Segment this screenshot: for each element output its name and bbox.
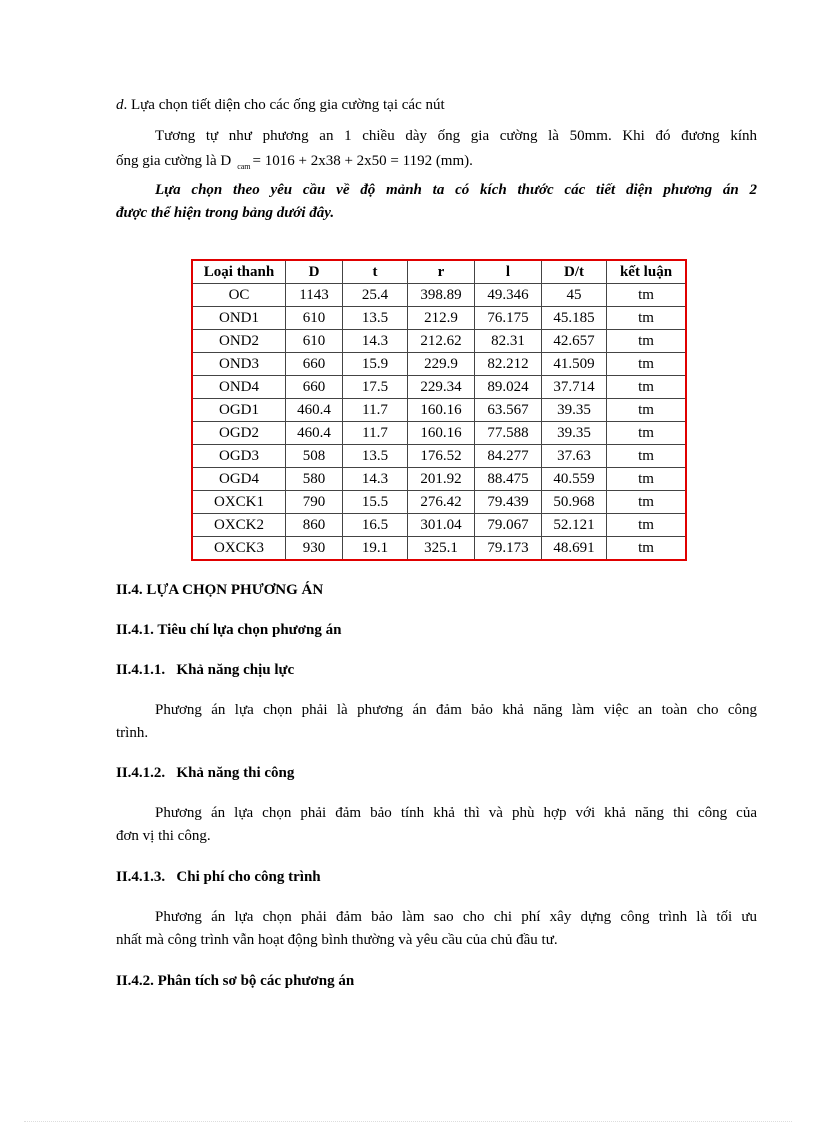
- table-body: [192, 284, 686, 561]
- table-cell: tm: [607, 353, 687, 376]
- table-cell: 79.067: [475, 514, 542, 537]
- subsection-d-label: d: [116, 97, 124, 113]
- table-row: [192, 284, 686, 307]
- table-cell: 79.439: [475, 491, 542, 514]
- table-row: [192, 514, 686, 537]
- header-cell: Loại thanh: [192, 260, 286, 284]
- table-cell: OC: [192, 284, 286, 307]
- subsection-d-heading: [116, 94, 757, 116]
- heading-II-4-1: II.4.1. Tiêu chí lựa chọn phương án: [116, 622, 342, 638]
- table-cell: 610: [286, 307, 343, 330]
- paragraph-II-4-1-2-line-2: đơn vị thi công.: [116, 828, 211, 844]
- table-cell: 76.175: [475, 307, 542, 330]
- table-row: [192, 491, 686, 514]
- table-row: [192, 445, 686, 468]
- table-cell: 45.185: [542, 307, 607, 330]
- paragraph-1-line-2: [116, 150, 757, 178]
- table-cell: 17.5: [343, 376, 408, 399]
- table-cell: 229.9: [408, 353, 475, 376]
- table-cell: 301.04: [408, 514, 475, 537]
- paragraph-2-line-1: Lựa chọn theo yêu cầu về độ mảnh ta có kích thước các tiết diện phương án 2: [155, 182, 757, 198]
- table-cell: 79.173: [475, 537, 542, 561]
- table-cell: OND1: [192, 307, 286, 330]
- table-cell: 276.42: [408, 491, 475, 514]
- table-cell: 39.35: [542, 399, 607, 422]
- heading-II-4-1-3: II.4.1.3. Chi phí cho công trình: [116, 869, 321, 885]
- table-cell: OGD3: [192, 445, 286, 468]
- formula-prefix: ống gia cường là D: [116, 153, 232, 169]
- table-row: [192, 353, 686, 376]
- header-cell: kết luận: [607, 260, 687, 284]
- table-cell: 160.16: [408, 399, 475, 422]
- table-cell: 15.9: [343, 353, 408, 376]
- table-cell: 610: [286, 330, 343, 353]
- table-cell: tm: [607, 514, 687, 537]
- table-cell: 201.92: [408, 468, 475, 491]
- table-cell: 930: [286, 537, 343, 561]
- table-cell: tm: [607, 445, 687, 468]
- heading-II-4-2: II.4.2. Phân tích sơ bộ các phương án: [116, 973, 355, 989]
- table-cell: 11.7: [343, 399, 408, 422]
- formula-subscript: cam: [237, 162, 251, 171]
- formula-suffix: = 1016 + 2x38 + 2x50 = 1192 (mm).: [252, 153, 473, 169]
- table-cell: tm: [607, 468, 687, 491]
- table-header-row: [192, 260, 686, 284]
- table-cell: 37.63: [542, 445, 607, 468]
- table-row: [192, 422, 686, 445]
- table-row: [192, 330, 686, 353]
- table-cell: 11.7: [343, 422, 408, 445]
- table-cell: 25.4: [343, 284, 408, 307]
- header-cell: D: [286, 260, 343, 284]
- table-cell: 860: [286, 514, 343, 537]
- table-cell: 660: [286, 376, 343, 399]
- table-cell: tm: [607, 284, 687, 307]
- header-cell: t: [343, 260, 408, 284]
- table-cell: 212.9: [408, 307, 475, 330]
- paragraph-II-4-1-2-line-1: Phương án lựa chọn phải đảm bảo tính khả thì và phù hợp với khả năng thi công của: [155, 805, 757, 821]
- table-cell: tm: [607, 376, 687, 399]
- paragraph-II-4-1-3-line-1: Phương án lựa chọn phải đảm bảo làm sao cho chi phí xây dựng công trình là tối ưu: [155, 909, 757, 925]
- header-cell: l: [475, 260, 542, 284]
- table-cell: 660: [286, 353, 343, 376]
- table-cell: 13.5: [343, 445, 408, 468]
- page-bottom-divider: [24, 1121, 792, 1122]
- table-cell: 50.968: [542, 491, 607, 514]
- table-cell: OND4: [192, 376, 286, 399]
- table-cell: 212.62: [408, 330, 475, 353]
- table-cell: 77.588: [475, 422, 542, 445]
- table-cell: OND3: [192, 353, 286, 376]
- header-cell: r: [408, 260, 475, 284]
- table-cell: 52.121: [542, 514, 607, 537]
- table-row: [192, 468, 686, 491]
- table-cell: 82.31: [475, 330, 542, 353]
- table-cell: 88.475: [475, 468, 542, 491]
- table-cell: 84.277: [475, 445, 542, 468]
- table-cell: 580: [286, 468, 343, 491]
- table-cell: 14.3: [343, 330, 408, 353]
- section-dimensions-table: [191, 259, 687, 561]
- table-cell: 41.509: [542, 353, 607, 376]
- table-cell: 42.657: [542, 330, 607, 353]
- table-cell: 1143: [286, 284, 343, 307]
- heading-II-4: II.4. LỰA CHỌN PHƯƠNG ÁN: [116, 582, 324, 598]
- table-row: [192, 399, 686, 422]
- table-cell: 45: [542, 284, 607, 307]
- subsection-d-text: . Lựa chọn tiết diện cho các ống gia cường tại các nút: [123, 97, 445, 113]
- table-cell: tm: [607, 399, 687, 422]
- table-cell: 460.4: [286, 422, 343, 445]
- table-row: [192, 537, 686, 561]
- table-cell: OXCK1: [192, 491, 286, 514]
- table-cell: 790: [286, 491, 343, 514]
- table-cell: 19.1: [343, 537, 408, 561]
- paragraph-1-line-1: Tương tự như phương an 1 chiều dày ống gia cường là 50mm. Khi đó đương kính: [155, 128, 757, 144]
- table-cell: tm: [607, 422, 687, 445]
- table-cell: 160.16: [408, 422, 475, 445]
- paragraph-II-4-1-1-line-1: Phương án lựa chọn phải là phương án đảm bảo khả năng làm việc an toàn cho công: [155, 702, 757, 718]
- table-cell: 63.567: [475, 399, 542, 422]
- table-cell: 48.691: [542, 537, 607, 561]
- table-cell: 40.559: [542, 468, 607, 491]
- table-cell: tm: [607, 330, 687, 353]
- table-cell: 14.3: [343, 468, 408, 491]
- table-cell: tm: [607, 491, 687, 514]
- table-cell: 398.89: [408, 284, 475, 307]
- table-cell: 460.4: [286, 399, 343, 422]
- table-cell: tm: [607, 307, 687, 330]
- table-cell: 37.714: [542, 376, 607, 399]
- table-cell: OGD4: [192, 468, 286, 491]
- table-cell: OXCK2: [192, 514, 286, 537]
- table-cell: OXCK3: [192, 537, 286, 561]
- table-cell: OND2: [192, 330, 286, 353]
- table-cell: 89.024: [475, 376, 542, 399]
- header-cell: D/t: [542, 260, 607, 284]
- table-cell: tm: [607, 537, 687, 561]
- table-cell: 176.52: [408, 445, 475, 468]
- table-cell: 39.35: [542, 422, 607, 445]
- table-row: [192, 307, 686, 330]
- table-cell: 508: [286, 445, 343, 468]
- table-cell: 82.212: [475, 353, 542, 376]
- table-cell: 16.5: [343, 514, 408, 537]
- heading-II-4-1-2: II.4.1.2. Khả năng thi công: [116, 765, 295, 781]
- table-cell: 49.346: [475, 284, 542, 307]
- paragraph-II-4-1-1-line-2: trình.: [116, 725, 149, 741]
- table-cell: 229.34: [408, 376, 475, 399]
- table-cell: 15.5: [343, 491, 408, 514]
- table-cell: 13.5: [343, 307, 408, 330]
- heading-II-4-1-1: II.4.1.1. Khả năng chịu lực: [116, 662, 295, 678]
- paragraph-II-4-1-3-line-2: nhất mà công trình vẫn hoạt động bình thường và yêu cầu của chủ đầu tư.: [116, 932, 558, 948]
- table-row: [192, 376, 686, 399]
- table-cell: 325.1: [408, 537, 475, 561]
- table-cell: OGD2: [192, 422, 286, 445]
- paragraph-2-line-2: được thể hiện trong bảng dưới đây.: [116, 205, 335, 221]
- table-cell: OGD1: [192, 399, 286, 422]
